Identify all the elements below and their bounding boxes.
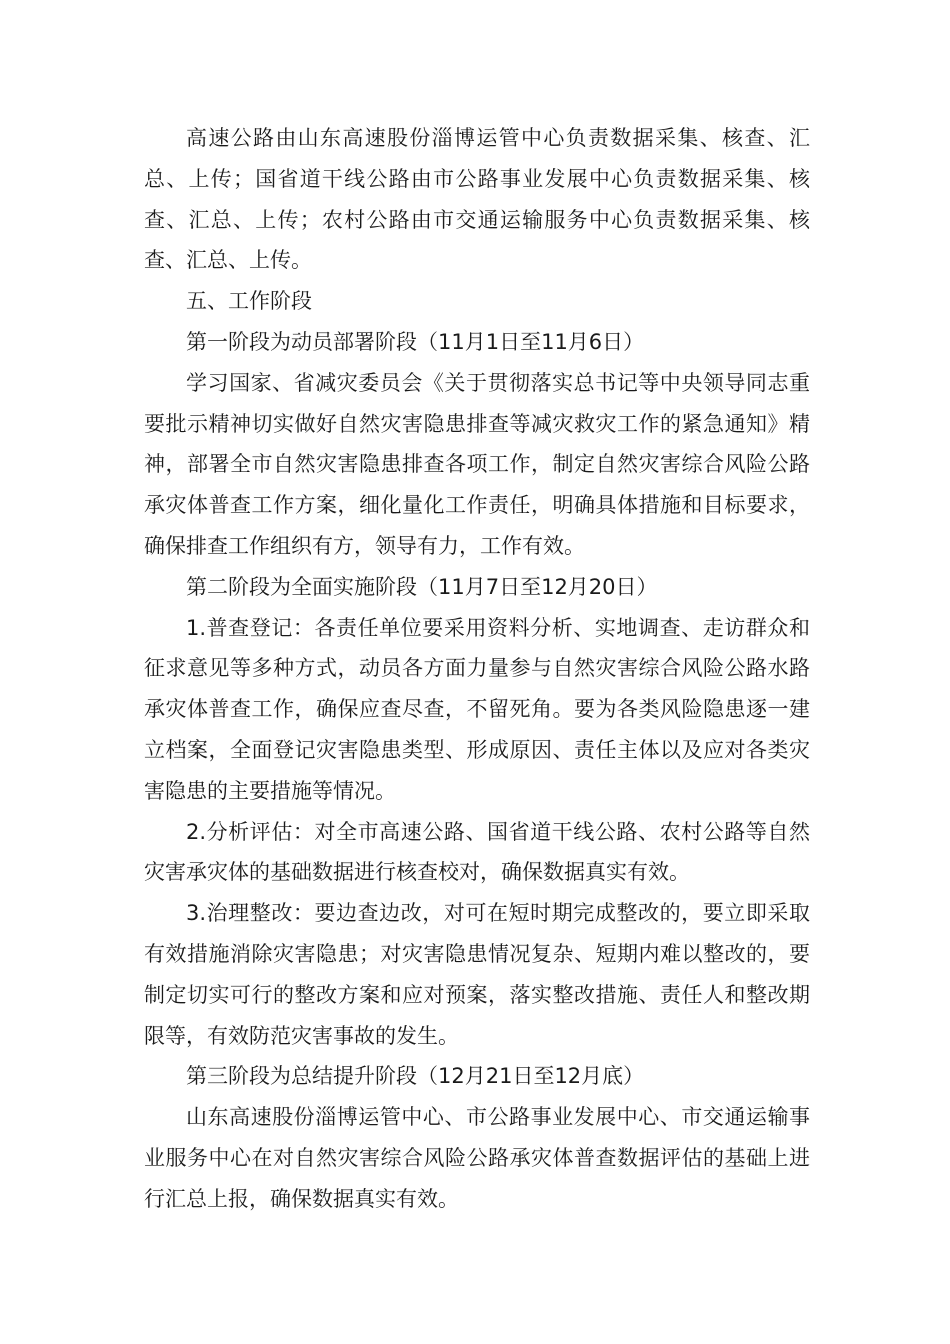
paragraph-analysis-evaluation: 2.分析评估：对全市高速公路、国省道干线公路、农村公路等自然灾害承灾体的基础数据进行核查校对，确保数据真实有效。 <box>144 819 810 885</box>
document-body <box>144 118 810 1220</box>
paragraph-governance-rectification: 3.治理整改：要边查边改，对可在短时期完成整改的，要立即采取有效措施消除灾害隐患；对灾害隐患情况复杂、短期内难以整改的，要制定切实可行的整改方案和应对预案，落实整改措施、责任人和整改期限等，有效防范灾害事故的发生。 <box>144 901 810 1048</box>
paragraph-data-collection-responsibility: 高速公路由山东高速股份淄博运管中心负责数据采集、核查、汇总、上传；国省道干线公路由市公路事业发展中心负责数据采集、核查、汇总、上传；农村公路由市交通运输服务中心负责数据采集、核查、汇总、上传。 <box>144 126 810 273</box>
paragraph-stage-one: 学习国家、省减灾委员会《关于贯彻落实总书记等中央领导同志重要批示精神切实做好自然灾害隐患排查等减灾救灾工作的紧急通知》精神，部署全市自然灾害隐患排查各项工作，制定自然灾害综合风险公路承灾体普查工作方案，细化量化工作责任，明确具体措施和目标要求，确保排查工作组织有方，领导有力，工作有效。 <box>144 370 810 558</box>
stage-three-heading: 第三阶段为总结提升阶段（12月21日至12月底） <box>186 1064 645 1089</box>
paragraph-survey-registration: 1.普查登记：各责任单位要采用资料分析、实地调查、走访群众和征求意见等多种方式，动员各方面力量参与自然灾害综合风险公路水路承灾体普查工作，确保应查尽查，不留死角。要为各类风险隐患逐一建立档案，全面登记灾害隐患类型、形成原因、责任主体以及应对各类灾害隐患的主要措施等情况。 <box>144 615 810 803</box>
stage-one-heading: 第一阶段为动员部署阶段（11月1日至11月6日） <box>186 329 645 354</box>
section-heading-work-stages: 五、工作阶段 <box>186 289 312 314</box>
paragraph-stage-three: 山东高速股份淄博运管中心、市公路事业发展中心、市交通运输事业服务中心在对自然灾害综合风险公路承灾体普查数据评估的基础上进行汇总上报，确保数据真实有效。 <box>144 1105 810 1211</box>
stage-two-heading: 第二阶段为全面实施阶段（11月7日至12月20日） <box>186 574 658 599</box>
